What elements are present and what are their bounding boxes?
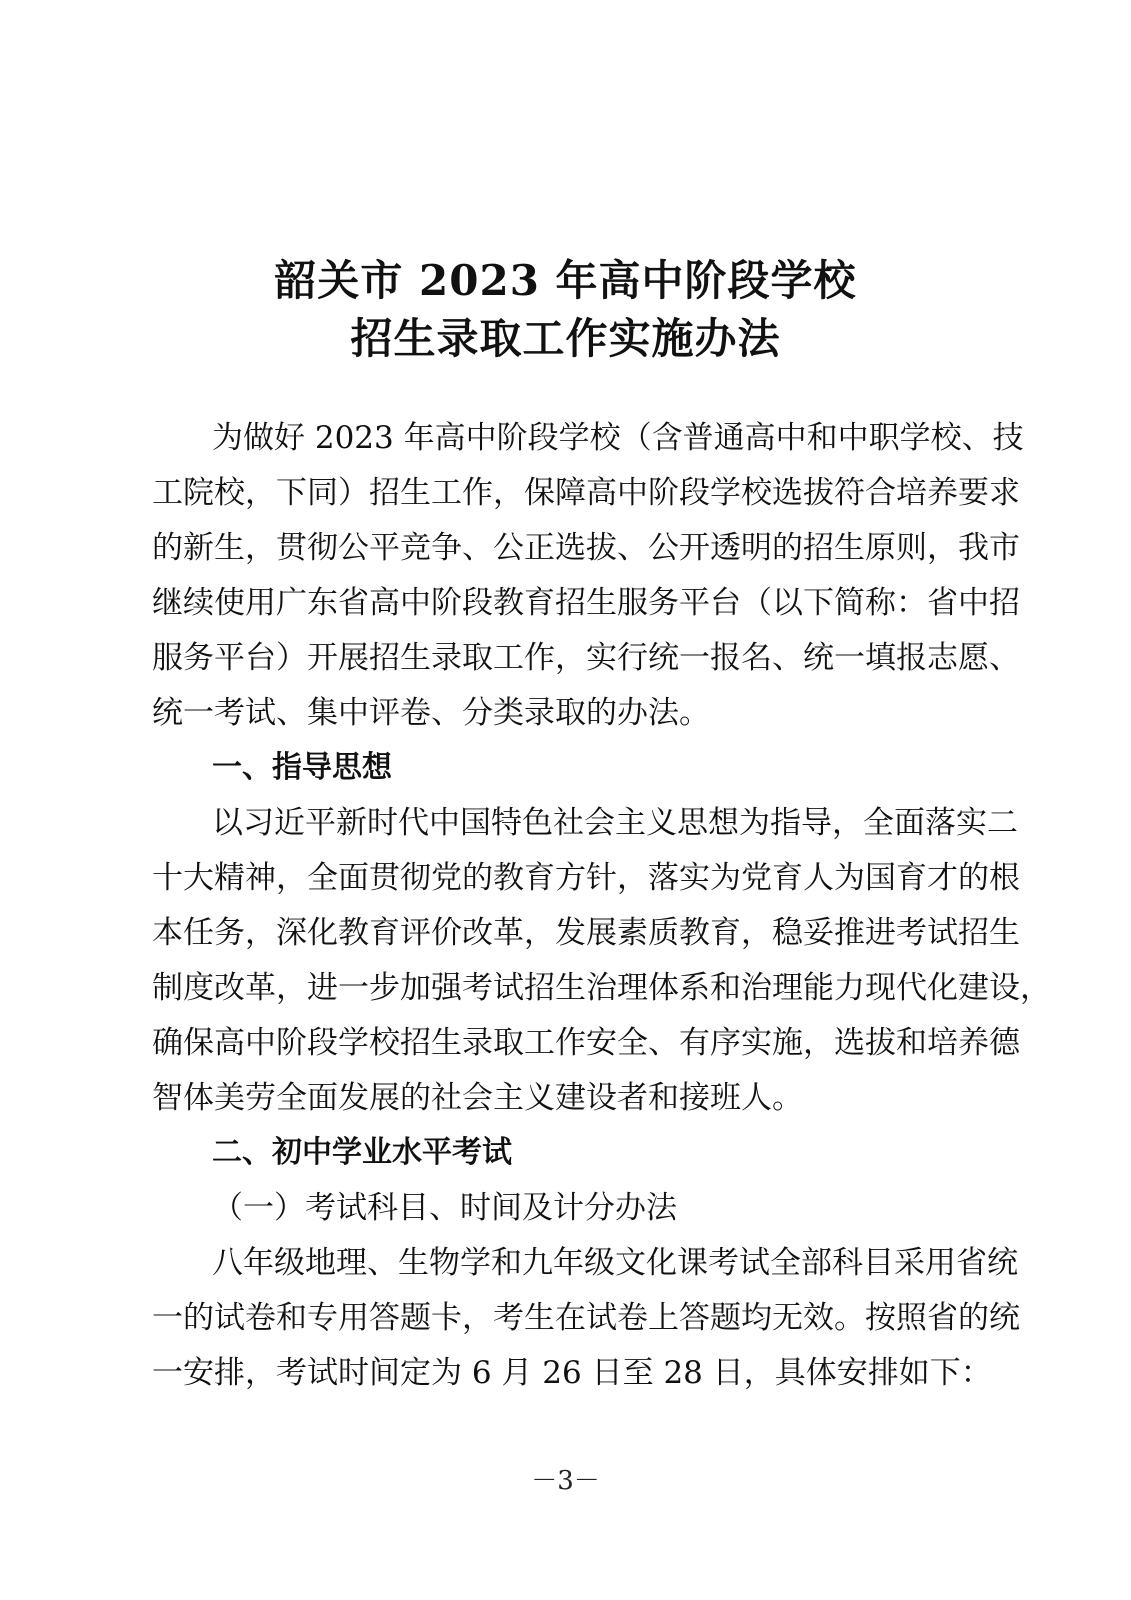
section-heading-exam: 二、初中学业水平考试 [212,1135,512,1170]
intro-line: 为做好 2023 年高中阶段学校（含普通高中和中职学校、技 [212,420,1024,456]
section1-line: 以习近平新时代中国特色社会主义思想为指导，全面落实二 [212,805,1018,841]
intro-line: 继续使用广东省高中阶段教育招生服务平台（以下简称：省中招 [152,585,1020,621]
document-title-line-1: 韶关市 2023 年高中阶段学校 [274,256,857,305]
intro-line: 统一考试、集中评卷、分类录取的办法。 [152,695,710,731]
section2-line: 一的试卷和专用答题卡，考生在试卷上答题均无效。按照省的统 [152,1300,1020,1336]
section2-line: 八年级地理、生物学和九年级文化课考试全部科目采用省统 [212,1245,1018,1281]
page-number: －3－ [531,1466,600,1496]
section1-line: 制度改革，进一步加强考试招生治理体系和治理能力现代化建设， [152,970,1051,1006]
section-heading-guiding-thought: 一、指导思想 [212,750,392,785]
intro-line: 服务平台）开展招生录取工作，实行统一报名、统一填报志愿、 [152,640,1020,676]
section1-line: 确保高中阶段学校招生录取工作安全、有序实施，选拔和培养德 [152,1025,1020,1061]
document-title-line-2: 招生录取工作实施办法 [350,314,781,363]
section1-line: 智体美劳全面发展的社会主义建设者和接班人。 [152,1080,803,1116]
section1-line: 本任务，深化教育评价改革，发展素质教育，稳妥推进考试招生 [152,915,1020,951]
intro-line: 的新生，贯彻公平竞争、公正选拔、公开透明的招生原则，我市 [152,530,1020,566]
section1-line: 十大精神，全面贯彻党的教育方针，落实为党育人为国育才的根 [152,860,1020,896]
subsection-heading-subjects: （一）考试科目、时间及计分办法 [212,1190,677,1226]
intro-line: 工院校，下同）招生工作，保障高中阶段学校选拔符合培养要求 [152,475,1020,511]
section2-line: 一安排，考试时间定为 6 月 26 日至 28 日，具体安排如下： [152,1355,992,1391]
